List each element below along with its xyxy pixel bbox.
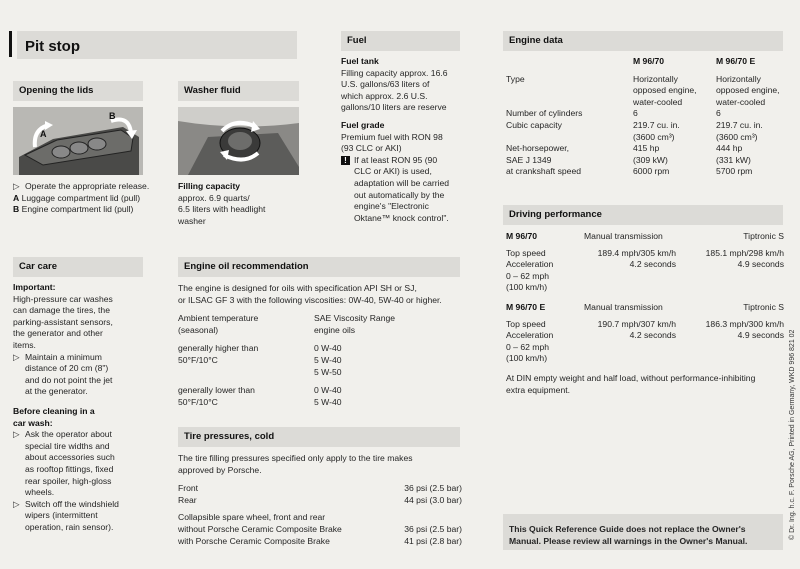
driving-m2-tip-head: Tiptronic S [743, 301, 784, 312]
engine-hp-label: SAE J 1349 [506, 154, 552, 165]
lids-illustration [13, 107, 143, 175]
oil-lower-label-1: generally lower than [178, 385, 255, 396]
switch-line-1: Switch off the windshield [25, 498, 119, 509]
fuel-warning-line-1: If at least RON 95 (90 [354, 154, 438, 165]
oil-viscosity: 0 W-40 [314, 343, 342, 354]
driving-m2-title: M 96/70 E [506, 301, 546, 312]
driving-m1-top-manual: 189.4 mph/305 km/h [597, 247, 676, 258]
spare-with-pccb-label: with Porsche Ceramic Composite Brake [178, 535, 330, 546]
oil-col2-head-1: SAE Viscosity Range [314, 313, 396, 324]
fuel-tank-line-3: which approx. 2.6 U.S. [341, 90, 428, 101]
triangle-bullet-icon: ▷ [13, 429, 20, 440]
ask-line-2: special tire widths and [25, 440, 110, 451]
engine-header: Engine data [503, 31, 783, 51]
owners-manual-note [503, 514, 783, 550]
driving-m2-acc-tip: 4.9 seconds [737, 330, 784, 341]
engine-capacity-a: 219.7 cu. in. [633, 119, 680, 130]
oil-intro-line-1: The engine is designed for oils with specification API SH or SJ, [178, 283, 417, 293]
fuel-warning-line-3: adaptation will be carried [354, 177, 450, 188]
triangle-bullet-icon: ▷ [13, 181, 20, 191]
important-line-5: items. [13, 339, 36, 350]
oil-col2-head-2: engine oils [314, 324, 356, 335]
lids-instruction: Operate the appropriate release. [25, 181, 150, 191]
important-line-2: can damage the tires, the [13, 305, 110, 316]
switch-line-3: operation, rain sensor). [25, 521, 114, 532]
ask-line-1: Ask the operator about [25, 429, 112, 440]
engine-cylinders-a: 6 [633, 108, 638, 119]
washer-capacity-line-2: 6.5 liters with headlight [178, 204, 266, 215]
oil-col1-head-2: (seasonal) [178, 324, 219, 335]
oil-viscosity: 5 W-50 [314, 366, 342, 377]
fuel-tank-title: Fuel tank [341, 56, 379, 66]
engine-capacity-a: (3600 cm³) [633, 131, 675, 142]
engine-hp-label: Net-horsepower, [506, 143, 570, 154]
tire-rear-label: Rear [178, 494, 197, 505]
engine-hp-a: (309 kW) [633, 154, 668, 165]
tires-intro-line-2: approved by Porsche. [178, 464, 262, 475]
driving-acceleration-label: Acceleration [506, 330, 554, 341]
oil-viscosity: 5 W-40 [314, 396, 342, 407]
lids-header: Opening the lids [13, 81, 143, 101]
car-care-header: Car care [13, 257, 143, 277]
triangle-bullet-icon: ▷ [13, 351, 20, 362]
owners-manual-note-line-1: This Quick Reference Guide does not replace the Owner's [509, 524, 746, 534]
tires-intro-line-1: The tire filling pressures specified only apply to the tire makes [178, 453, 413, 463]
lid-a-letter: A [13, 192, 20, 203]
important-line-1: High-pressure car washes [13, 293, 113, 304]
driving-top-speed-label: Top speed [506, 247, 546, 258]
fuel-header: Fuel [341, 31, 460, 51]
driving-m1-title: M 96/70 [506, 231, 538, 241]
engine-type-a: Horizontally [633, 73, 678, 84]
ask-line-6: wheels. [25, 487, 55, 498]
fuel-grade-title: Fuel grade [341, 119, 385, 130]
driving-acceleration-label: (100 km/h) [506, 282, 548, 293]
oil-col1-head-1: Ambient temperature [178, 313, 259, 324]
fuel-warning-line-4: out automatically by the [354, 189, 445, 200]
driving-acceleration-label: (100 km/h) [506, 353, 548, 364]
washer-capacity-line-1: approx. 6.9 quarts/ [178, 192, 250, 203]
fuel-warning-line-5: engine's "Electronic [354, 201, 429, 212]
engine-type-b: Horizontally [716, 73, 761, 84]
washer-header: Washer fluid [178, 81, 299, 101]
engine-hp-a: 6000 rpm [633, 166, 670, 177]
driving-m1-top-tip: 185.1 mph/298 km/h [705, 247, 784, 258]
before-cleaning-title-2: car wash: [13, 417, 53, 428]
oil-text [178, 283, 468, 408]
engine-type-label: Type [506, 73, 525, 84]
engine-hp-a: 415 hp [633, 143, 660, 154]
oil-viscosity: 0 W-40 [314, 385, 342, 396]
image-label-b: B [109, 111, 116, 121]
lids-text [13, 181, 163, 216]
tire-front-value: 36 psi (2.5 bar) [404, 483, 462, 494]
oil-lower-label-2: 50°F/10°C [178, 396, 218, 407]
maintain-line-3: and do not point the jet [25, 374, 113, 385]
spare-without-pccb-label: without Porsche Ceramic Composite Brake [178, 523, 342, 534]
oil-viscosity: 5 W-40 [314, 354, 342, 365]
driving-m1-manual-head: Manual transmission [584, 231, 663, 241]
engine-table [506, 56, 786, 178]
engine-hp-b: 5700 rpm [716, 166, 753, 177]
engine-hp-b: (331 kW) [716, 154, 751, 165]
triangle-bullet-icon: ▷ [13, 498, 20, 509]
driving-m2-manual-head: Manual transmission [584, 301, 663, 312]
washer-text [178, 181, 303, 227]
tires-header: Tire pressures, cold [178, 427, 460, 447]
driving-top-speed-label: Top speed [506, 318, 546, 329]
oil-intro-line-2: or ILSAC GF 3 with the following viscosities: 0W-40, 5W-40 or higher. [178, 294, 442, 305]
important-line-3: parking-assistant sensors, [13, 316, 113, 327]
engine-hp-label: at crankshaft speed [506, 166, 582, 177]
maintain-line-4: at the generator. [25, 386, 88, 397]
important-title: Important: [13, 282, 56, 292]
fuel-text [341, 56, 466, 224]
page-title: Pit stop [17, 31, 297, 59]
owners-manual-note-line-2: Manual. Please review all warnings in the Owner's Manual. [509, 536, 748, 546]
tire-front-label: Front [178, 483, 199, 494]
engine-type-a: opposed engine, [633, 85, 697, 96]
before-cleaning-title-1: Before cleaning in a [13, 405, 95, 416]
image-label-a: A [40, 129, 47, 139]
washer-cap-image [178, 107, 299, 175]
driving-m2-acc-manual: 4.2 seconds [629, 330, 676, 341]
ask-line-5: rear spoiler, high-gloss [25, 475, 112, 486]
lid-b-letter: B [13, 204, 20, 215]
copyright-side-text [787, 300, 797, 540]
washer-capacity-title: Filling capacity [178, 181, 241, 191]
oil-higher-label-1: generally higher than [178, 343, 259, 354]
ask-line-3: about accessories such [25, 452, 115, 463]
warning-icon: ! [341, 156, 350, 165]
car-care-text [13, 282, 163, 533]
engine-col-b-title: M 96/70 E [716, 56, 756, 66]
engine-cylinders-b: 6 [716, 108, 721, 119]
driving-note-line-1: At DIN empty weight and half load, without performance-inhibiting [506, 372, 756, 383]
engine-capacity-label: Cubic capacity [506, 119, 562, 130]
fuel-tank-line-4: gallons/10 liters are reserve [341, 102, 447, 113]
driving-m1-tip-head: Tiptronic S [743, 231, 784, 241]
engine-col-a-title: M 96/70 [633, 56, 665, 66]
spare-without-pccb-value: 36 psi (2.5 bar) [404, 523, 462, 534]
engine-type-b: water-cooled [716, 96, 766, 107]
driving-m2-top-tip: 186.3 mph/300 km/h [705, 318, 784, 329]
washer-capacity-line-3: washer [178, 215, 206, 226]
fuel-grade-line-1: Premium fuel with RON 98 [341, 131, 443, 142]
fuel-tank-line-1: Filling capacity approx. 16.6 [341, 67, 448, 78]
driving-header: Driving performance [503, 205, 783, 225]
copyright-text: © Dr. Ing. h.c. F. Porsche AG, Printed in Germany, WKD 996 821 02 [789, 329, 796, 540]
driving-acceleration-label: Acceleration [506, 259, 554, 270]
important-line-4: the generator and other [13, 328, 103, 339]
engine-hp-b: 444 hp [716, 143, 743, 154]
engine-capacity-b: 219.7 cu. in. [716, 119, 763, 130]
oil-table [178, 313, 468, 408]
washer-illustration [178, 107, 299, 175]
driving-note-line-2: extra equipment. [506, 384, 571, 395]
lid-b-text: Engine compartment lid (pull) [21, 204, 134, 215]
spare-wheel-label: Collapsible spare wheel, front and rear [178, 512, 326, 523]
fuel-warning-line-2: CLC or AKI) is used, [354, 166, 432, 177]
driving-table [506, 231, 784, 396]
oil-higher-label-2: 50°F/10°C [178, 354, 218, 365]
driving-m1-acc-manual: 4.2 seconds [629, 259, 676, 270]
maintain-line-1: Maintain a minimum [25, 351, 102, 362]
fuel-grade-line-2: (93 CLC or AKI) [341, 143, 402, 154]
driving-m1-acc-tip: 4.9 seconds [737, 259, 784, 270]
engine-type-a: water-cooled [633, 96, 683, 107]
driving-acceleration-label: 0 – 62 mph [506, 270, 549, 281]
driving-acceleration-label: 0 – 62 mph [506, 341, 549, 352]
maintain-line-2: distance of 20 cm (8") [25, 363, 109, 374]
tires-text [178, 453, 462, 547]
title-marker [9, 31, 12, 57]
engine-capacity-b: (3600 cm³) [716, 131, 758, 142]
ask-line-4: as rooftop fittings, fixed [25, 463, 114, 474]
lid-a-text: Luggage compartment lid (pull) [21, 192, 141, 203]
fuel-tank-line-2: U.S. gallons/63 liters of [341, 79, 430, 90]
driving-m2-top-manual: 190.7 mph/307 km/h [597, 318, 676, 329]
fuel-warning-line-6: Oktane™ knock control". [354, 212, 449, 223]
oil-header: Engine oil recommendation [178, 257, 460, 277]
switch-line-2: wipers (intermittent [25, 510, 98, 521]
engine-type-b: opposed engine, [716, 85, 780, 96]
engine-cylinders-label: Number of cylinders [506, 108, 583, 119]
lid-release-image [13, 107, 143, 175]
spare-with-pccb-value: 41 psi (2.8 bar) [404, 535, 462, 546]
tire-rear-value: 44 psi (3.0 bar) [404, 494, 462, 505]
